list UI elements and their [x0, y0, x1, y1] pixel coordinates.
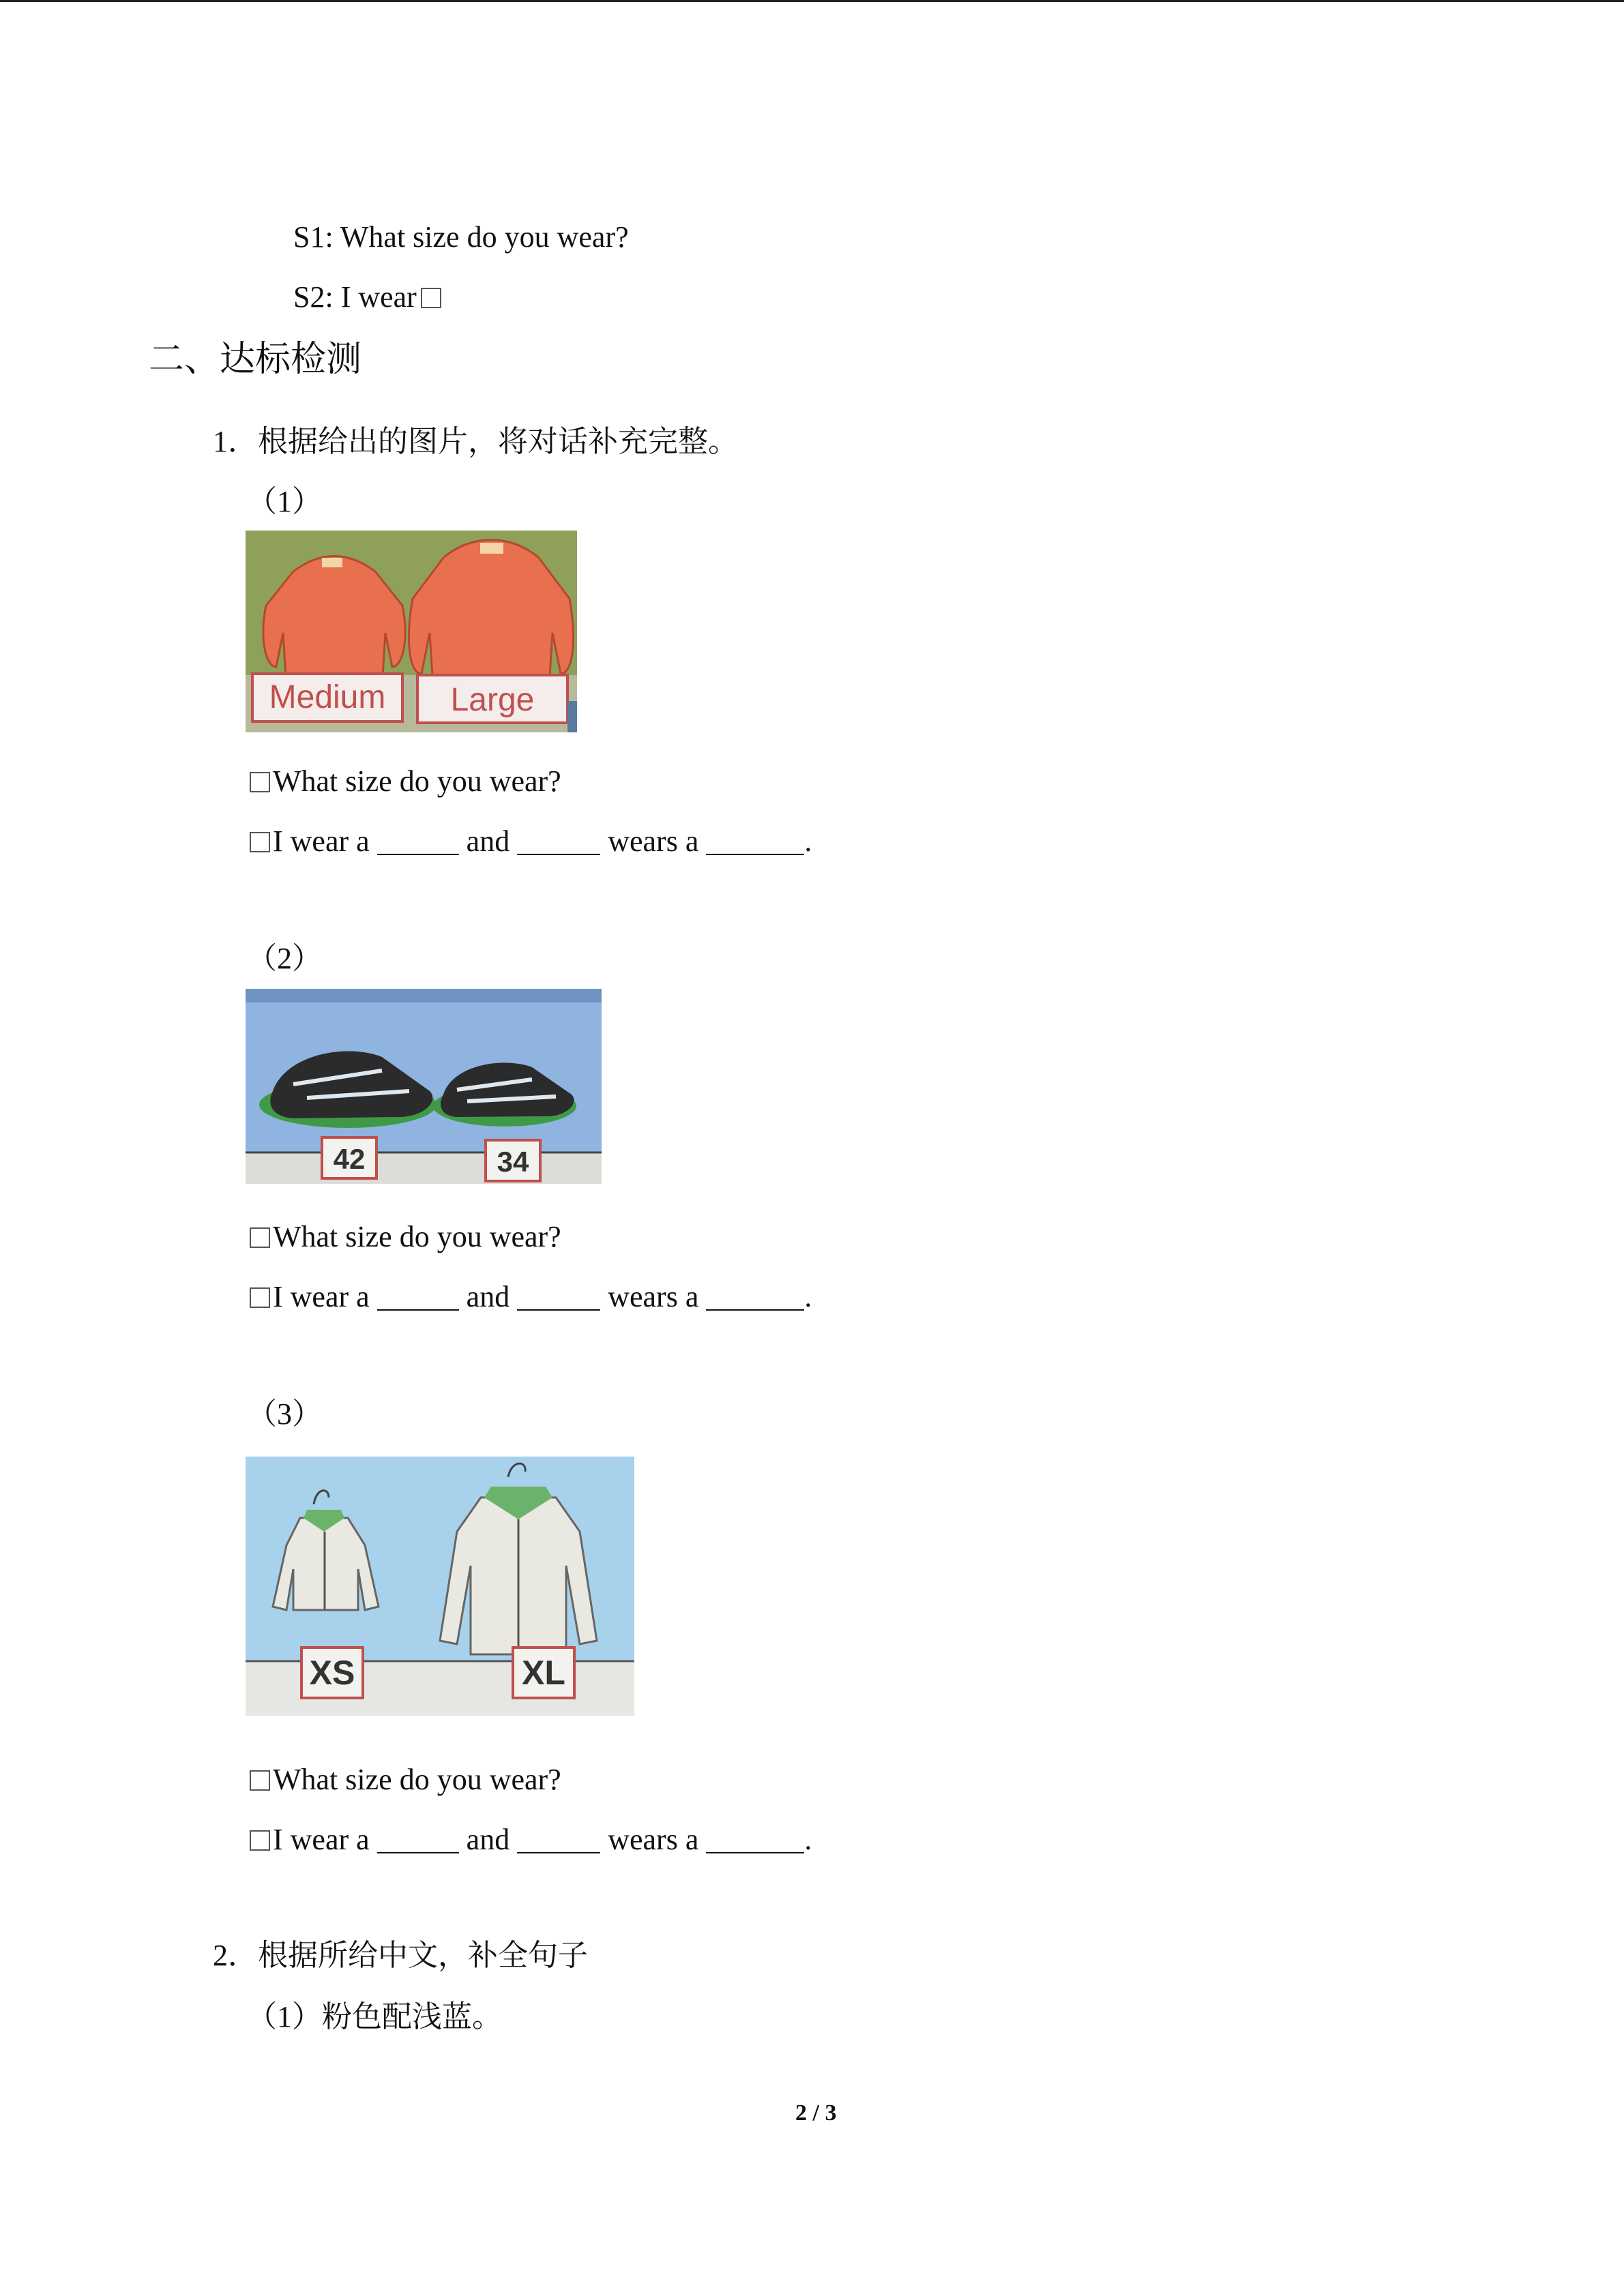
- checkbox-square: [250, 772, 270, 792]
- shoes-image: [246, 989, 602, 1184]
- answer-text: and: [466, 824, 510, 858]
- checkbox-square: [250, 1770, 270, 1791]
- label-medium: Medium: [269, 679, 386, 715]
- answer-blank[interactable]: [517, 826, 600, 855]
- label-xl: XL: [522, 1654, 565, 1692]
- checkbox-square: [250, 1287, 270, 1308]
- q1-item2-answer: [250, 1278, 812, 1316]
- question-text: What size do you wear?: [273, 764, 561, 798]
- checkbox-square: [250, 1227, 270, 1248]
- checkbox-square: [421, 288, 441, 308]
- label-34: 34: [497, 1146, 529, 1178]
- q2-item1: （1）粉色配浅蓝。: [247, 2000, 502, 2033]
- answer-blank[interactable]: [517, 1282, 600, 1311]
- answer-text: and: [466, 1280, 510, 1313]
- q1-item1-question: [250, 762, 561, 801]
- sweaters-image: [246, 531, 577, 732]
- q2-instruction: 2．根据所给中文，补全句子: [213, 1939, 588, 1972]
- answer-punct: .: [804, 1280, 812, 1313]
- answer-text: and: [466, 1823, 510, 1856]
- answer-blank[interactable]: [706, 1825, 804, 1853]
- jackets-image: [246, 1457, 634, 1716]
- answer-blank[interactable]: [377, 1282, 459, 1311]
- q1-item2-number: （2）: [247, 942, 322, 975]
- intro-s1: S1: What size do you wear?: [293, 220, 629, 254]
- label-large: Large: [450, 682, 535, 718]
- answer-blank[interactable]: [706, 826, 804, 855]
- question-text: What size do you wear?: [273, 1220, 561, 1253]
- label-xs: XS: [309, 1654, 355, 1692]
- answer-text: I wear a: [273, 824, 370, 858]
- answer-punct: .: [804, 824, 812, 858]
- question-text: What size do you wear?: [273, 1763, 561, 1796]
- q1-instruction: 1．根据给出的图片，将对话补充完整。: [213, 425, 738, 458]
- q1-item1-number: （1）: [247, 485, 322, 518]
- q1-item1-answer: [250, 822, 812, 861]
- q1-item3-number: （3）: [247, 1397, 322, 1431]
- checkbox-square: [250, 1830, 270, 1851]
- checkbox-square: [250, 832, 270, 852]
- section-heading: 二、达标检测: [149, 340, 362, 379]
- label-42: 42: [333, 1143, 366, 1175]
- q1-item3-question: [250, 1761, 561, 1799]
- q1-item2-question: [250, 1218, 561, 1256]
- page-top-border: [0, 0, 1624, 2]
- answer-text: wears a: [608, 1280, 699, 1313]
- answer-punct: .: [804, 1823, 812, 1856]
- page-number: 2 / 3: [795, 2100, 837, 2126]
- intro-s2-text: S2: I wear: [293, 280, 417, 314]
- answer-blank[interactable]: [517, 1825, 600, 1853]
- intro-s2: [293, 278, 441, 316]
- answer-blank[interactable]: [377, 1825, 459, 1853]
- q1-item3-answer: [250, 1821, 812, 1859]
- answer-text: wears a: [608, 824, 699, 858]
- answer-text: wears a: [608, 1823, 699, 1856]
- answer-text: I wear a: [273, 1823, 370, 1856]
- answer-text: I wear a: [273, 1280, 370, 1313]
- answer-blank[interactable]: [706, 1282, 804, 1311]
- answer-blank[interactable]: [377, 826, 459, 855]
